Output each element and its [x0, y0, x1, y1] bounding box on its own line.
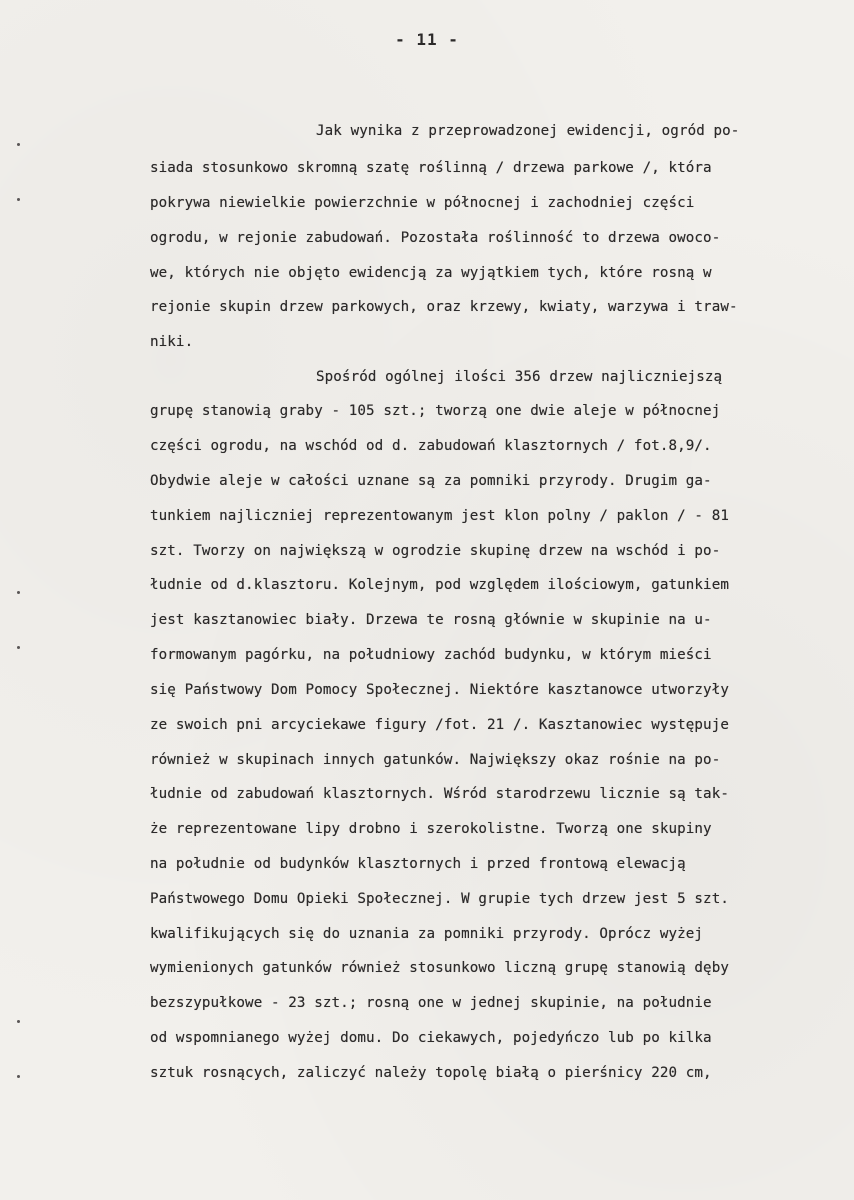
paragraph-line: wymienionych gatunków również stosunkowo liczną grupę stanowią dęby	[150, 960, 729, 976]
paragraph-line: że reprezentowane lipy drobno i szerokolistne. Tworzą one skupiny	[150, 821, 712, 837]
punch-hole	[17, 1020, 20, 1023]
punch-hole	[17, 143, 20, 146]
paragraph-line: formowanym pagórku, na południowy zachód budynku, w którym mieści	[150, 647, 712, 663]
paragraph-line: się Państwowy Dom Pomocy Społecznej. Niektóre kasztanowce utworzyły	[150, 682, 729, 698]
punch-hole	[17, 646, 20, 649]
paragraph-line: bezszypułkowe - 23 szt.; rosną one w jednej skupinie, na południe	[150, 995, 712, 1011]
paragraph-line: sztuk rosnących, zaliczyć należy topolę białą o pierśnicy 220 cm,	[150, 1065, 712, 1081]
paragraph-line: ogrodu, w rejonie zabudowań. Pozostała roślinność to drzewa owoco-	[150, 230, 721, 246]
paragraph-line: łudnie od zabudowań klasztornych. Wśród starodrzewu licznie są tak-	[150, 786, 729, 802]
paragraph-line: Spośród ogólnej ilości 356 drzew najliczniejszą	[316, 369, 723, 385]
page-number: - 11 -	[395, 30, 459, 49]
paragraph-line: grupę stanowią graby - 105 szt.; tworzą one dwie aleje w północnej	[150, 403, 721, 419]
paragraph-line: również w skupinach innych gatunków. Największy okaz rośnie na po-	[150, 752, 721, 768]
paragraph-line: od wspomnianego wyżej domu. Do ciekawych, pojedyńczo lub po kilka	[150, 1030, 712, 1046]
punch-hole	[17, 591, 20, 594]
punch-hole	[17, 198, 20, 201]
paragraph-line: ze swoich pni arcyciekawe figury /fot. 21 /. Kasztanowiec występuje	[150, 717, 729, 733]
paragraph-line: Jak wynika z przeprowadzonej ewidencji, ogród po-	[316, 123, 740, 139]
paragraph-line: na południe od budynków klasztornych i przed frontową elewacją	[150, 856, 686, 872]
paragraph-line: Obydwie aleje w całości uznane są za pomniki przyrody. Drugim ga-	[150, 473, 712, 489]
punch-hole	[17, 1075, 20, 1078]
paragraph-line: szt. Tworzy on największą w ogrodzie skupinę drzew na wschód i po-	[150, 543, 721, 559]
paragraph-line: we, których nie objęto ewidencją za wyjątkiem tych, które rosną w	[150, 265, 712, 281]
paragraph-line: kwalifikujących się do uznania za pomniki przyrody. Oprócz wyżej	[150, 926, 704, 942]
paragraph-line: tunkiem najliczniej reprezentowanym jest klon polny / paklon / - 81	[150, 508, 729, 524]
paragraph-line: niki.	[150, 334, 194, 350]
paragraph-line: jest kasztanowiec biały. Drzewa te rosną głównie w skupinie na u-	[150, 612, 712, 628]
paragraph-line: Państwowego Domu Opieki Społecznej. W grupie tych drzew jest 5 szt.	[150, 891, 729, 907]
paragraph-line: rejonie skupin drzew parkowych, oraz krzewy, kwiaty, warzywa i traw-	[150, 299, 738, 315]
paragraph-line: łudnie od d.klasztoru. Kolejnym, pod względem ilościowym, gatunkiem	[150, 577, 729, 593]
paragraph-line: części ogrodu, na wschód od d. zabudowań klasztornych / fot.8,9/.	[150, 438, 712, 454]
paragraph-line: siada stosunkowo skromną szatę roślinną / drzewa parkowe /, która	[150, 160, 712, 176]
paragraph-line: pokrywa niewielkie powierzchnie w północnej i zachodniej części	[150, 195, 695, 211]
